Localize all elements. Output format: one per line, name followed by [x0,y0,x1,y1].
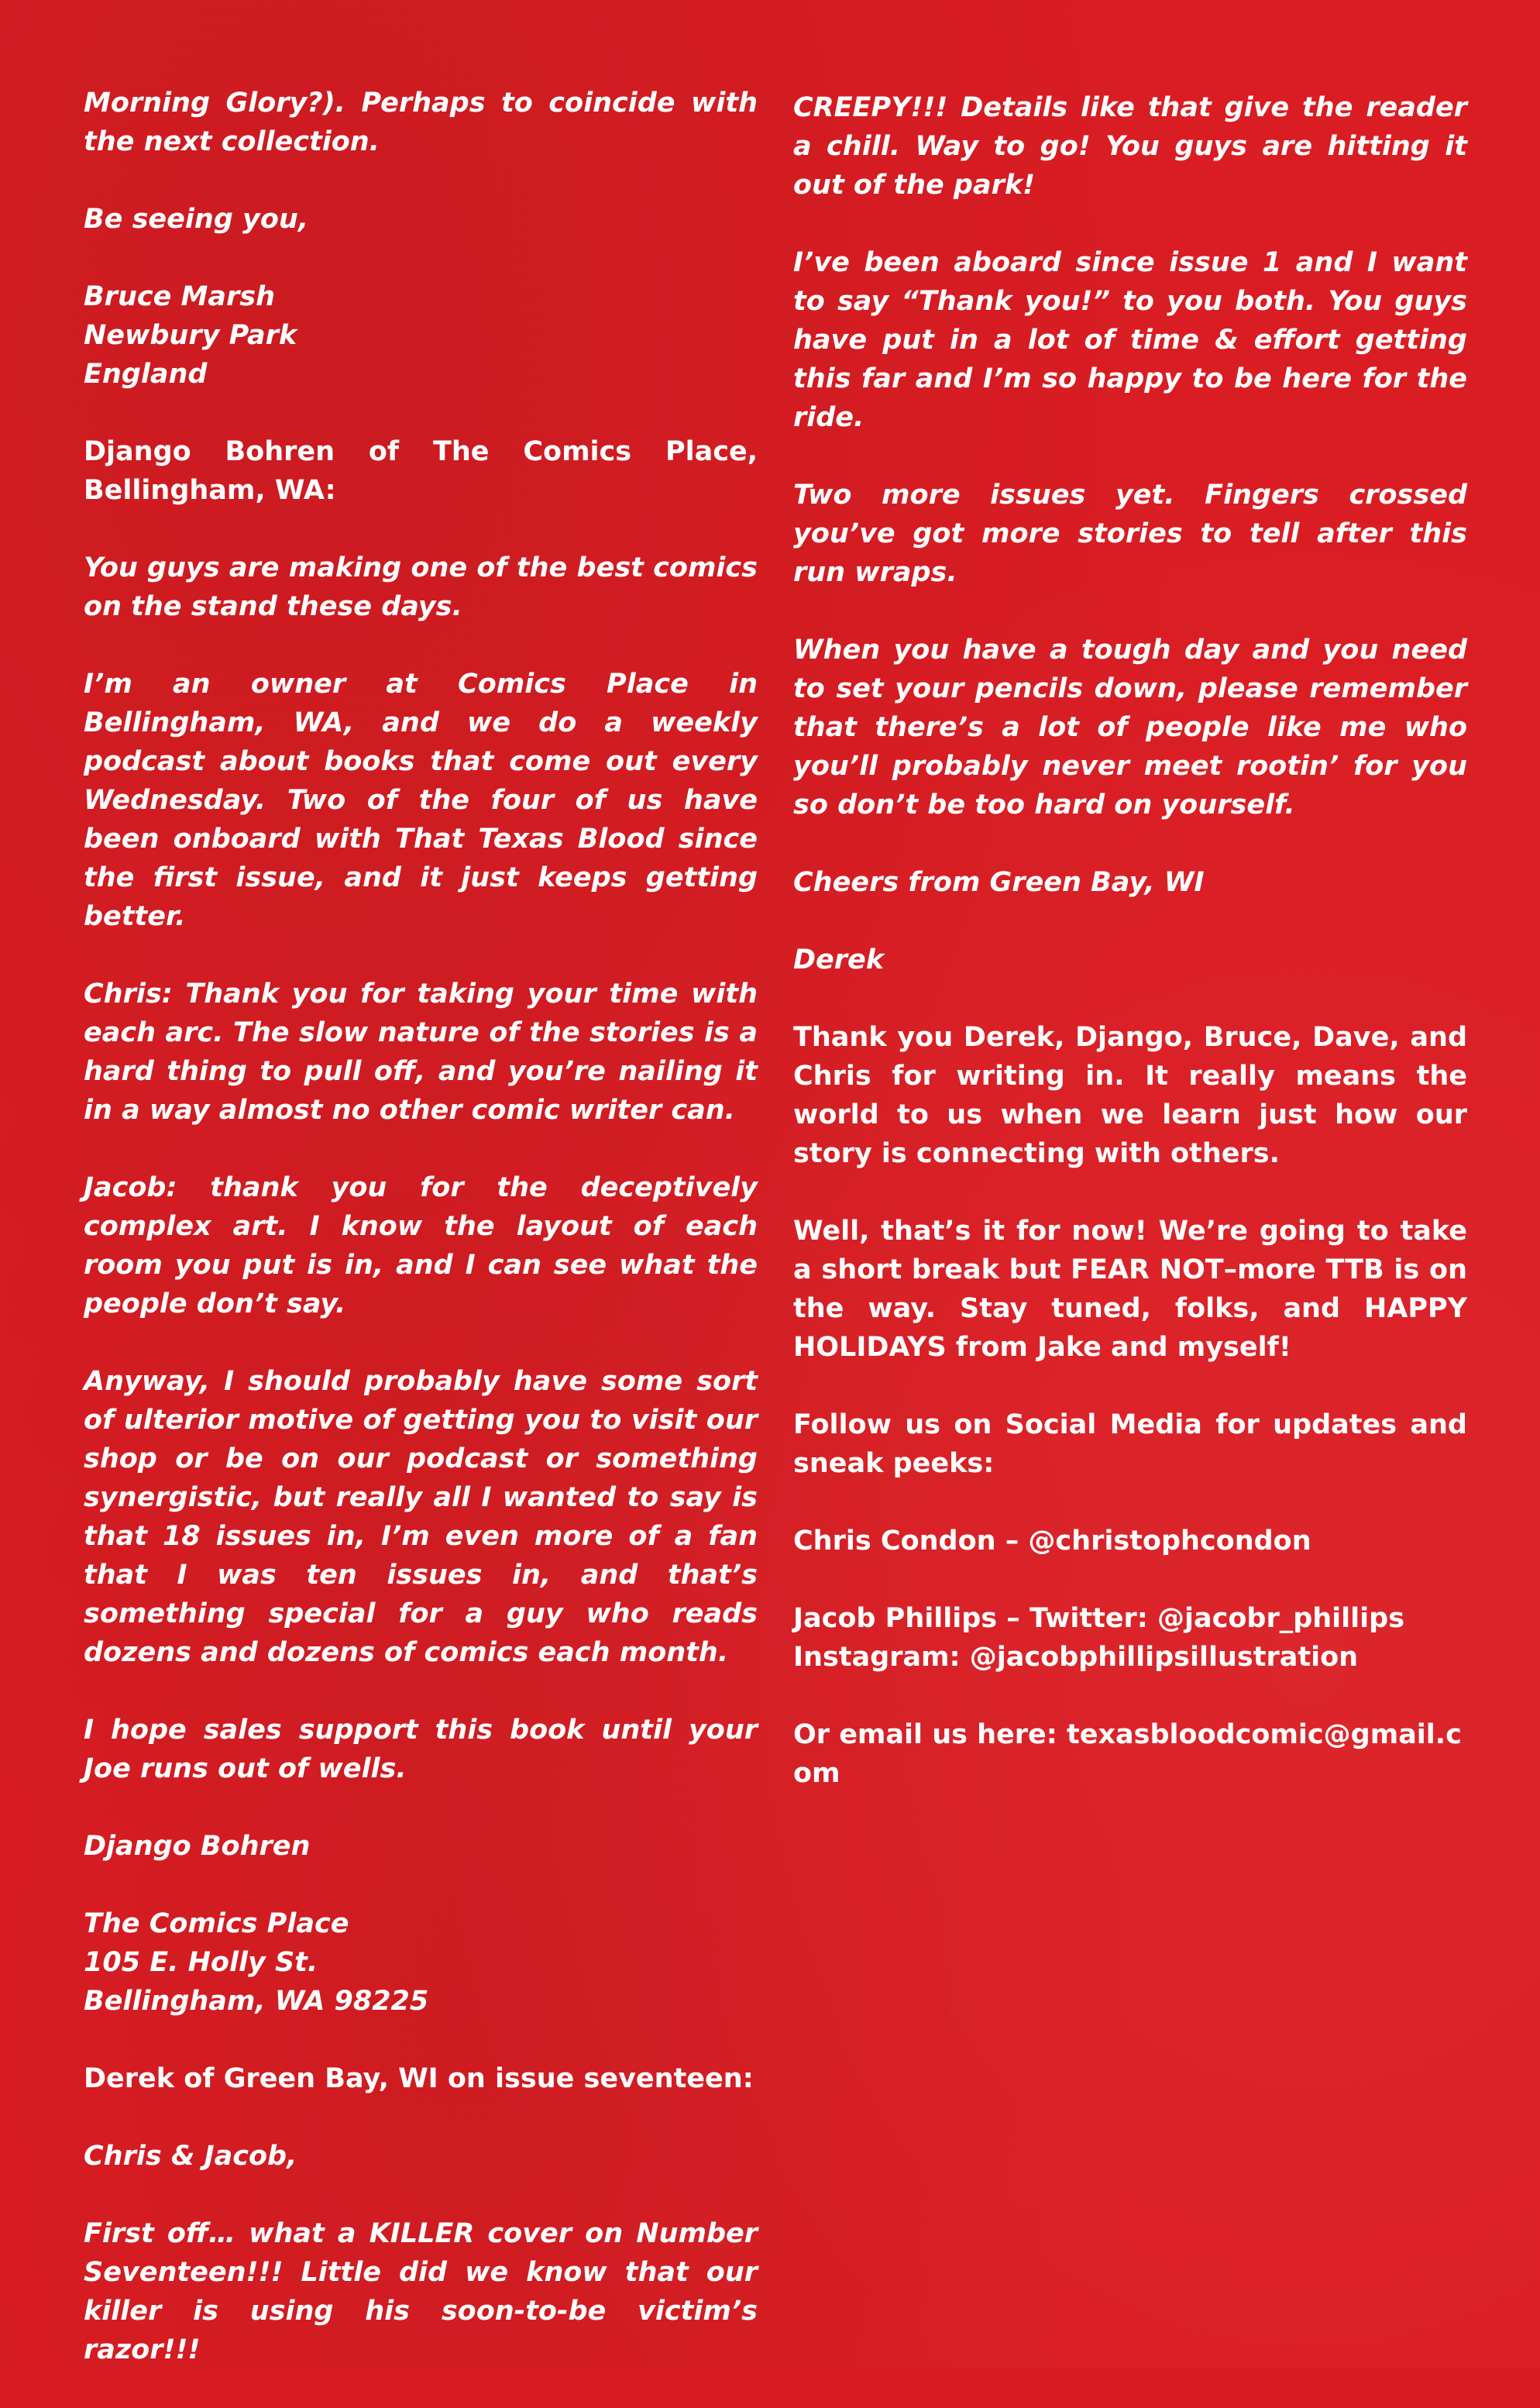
signature-name: Bruce Marsh [84,281,275,312]
social-chris: Chris Condon – @christophcondon [793,1526,1311,1557]
signature-country: England [84,359,208,390]
address-line: Bellingham, WA 98225 [84,1986,429,2017]
right-column [793,88,1467,1832]
address-line: 105 E. Holly St. [84,1947,318,1978]
letter-signoff: Be seeing you, [84,204,309,235]
letter-signature-bruce [84,277,758,394]
social-intro: Follow us on Social Media for updates and sneak peeks: [793,1409,1467,1479]
letter-paragraph: Anyway, I should probably have some sort of ulterior motive of getting you to visit our shop or be on our podcast or something synergistic, but really all I wanted to say is that 18 issues in, I’m even more of a fan that I was ten issues in, and that’s something special for a guy who reads dozens and dozens of comics each month. [84,1366,758,1668]
letter-paragraph: First off… what a KILLER cover on Number Seventeen!!! Little did we know that our killer is using his soon-to-be victim’s razor!!! [84,2218,758,2365]
signature-town: Newbury Park [84,320,297,351]
letter-paragraph: I’ve been aboard since issue 1 and I want to say “Thank you!” to you both. You guys have put in a lot of time & effort getting this far and I’m so happy to be here for the ride. [793,247,1467,433]
letter-signoff: Cheers from Green Bay, WI [793,867,1205,898]
letter-paragraph: When you have a tough day and you need to set your pencils down, please remember that there’s a lot of people like me who you’ll probably never meet rootin’ for you so don’t be too hard on yourself. [793,635,1467,820]
contact-email: Or email us here: texasbloodcomic@gmail.com [793,1719,1462,1789]
letter-heading-derek: Derek of Green Bay, WI on issue seventeen: [84,2063,754,2094]
letter-salutation: Chris & Jacob, [84,2141,297,2172]
social-jacob-instagram: Instagram: @jacobphillipsillustration [793,1642,1359,1673]
letter-paragraph: CREEPY!!! Details like that give the reader a chill. Way to go! You guys are hitting it out of the park! [793,92,1467,201]
social-jacob-twitter: Jacob Phillips – Twitter: @jacobr_phillips [793,1603,1405,1634]
editor-reply-paragraph: Well, that’s it for now! We’re going to take a short break but FEAR NOT–more TTB is on the way. Stay tuned, folks, and HAPPY HOLIDAYS from Jake and myself! [793,1216,1467,1363]
letter-paragraph: Two more issues yet. Fingers crossed you’ve got more stories to tell after this run wraps. [793,480,1467,588]
letter-paragraph: You guys are making one of the best comics on the stand these days. [84,552,758,622]
letter-paragraph: Jacob: thank you for the deceptively complex art. I know the layout of each room you put is in, and I can see what the people don’t say. [84,1172,758,1319]
left-column [84,84,758,2408]
letter-address [84,1904,758,2021]
letter-paragraph: Chris: Thank you for taking your time with each arc. The slow nature of the stories is a hard thing to pull off, and you’re nailing it in a way almost no other comic writer can. [84,979,758,1126]
letter-signature-django: Django Bohren [84,1831,311,1862]
editor-reply-paragraph: Thank you Derek, Django, Bruce, Dave, and Chris for writing in. It really means the world to us when we learn just how our story is connecting with others. [793,1022,1467,1169]
letter-paragraph: I’m an owner at Comics Place in Bellingham, WA, and we do a weekly podcast about books that come out every Wednesday. Two of the four of us have been onboard with That Texas Blood since the first issue, and it just keeps getting better. [84,669,758,932]
social-jacob [793,1599,1467,1677]
address-line: The Comics Place [84,1908,349,1939]
letter-paragraph: I hope sales support this book until your Joe runs out of wells. [84,1715,758,1784]
letter-paragraph: Morning Glory?). Perhaps to coincide with the next collection. [84,88,758,157]
letter-heading-django: Django Bohren of The Comics Place, Bellingham, WA: [84,436,758,506]
letter-signature-derek: Derek [793,944,885,975]
